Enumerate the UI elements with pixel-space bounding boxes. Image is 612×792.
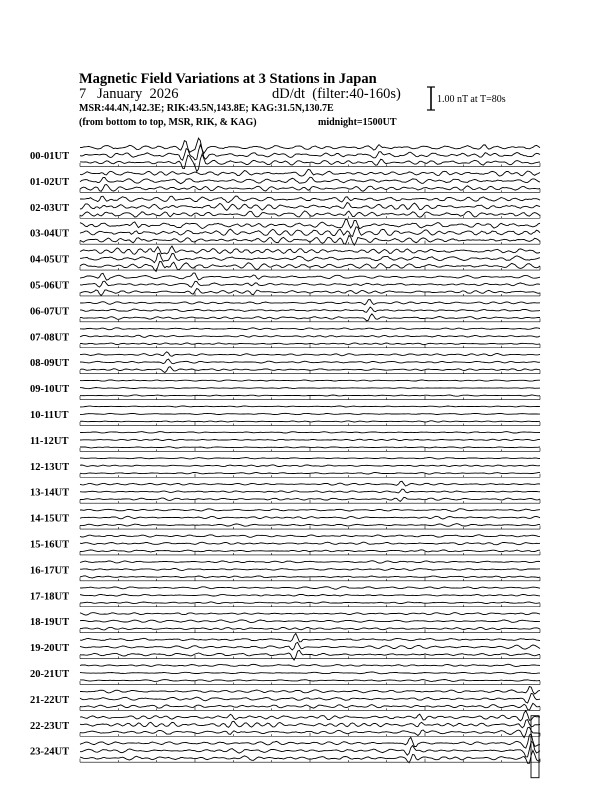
hour-label: 02-03UT <box>30 202 70 214</box>
trace-MSR <box>80 421 540 422</box>
trace-KAG <box>80 246 540 254</box>
trace-RIK <box>80 253 540 263</box>
hour-label: 13-14UT <box>30 487 70 499</box>
trace-KAG <box>80 613 540 615</box>
hour-label: 21-22UT <box>30 694 70 706</box>
trace-KAG <box>80 664 540 666</box>
hour-label: 20-21UT <box>30 668 70 680</box>
trace-RIK <box>80 359 540 364</box>
trace-RIK <box>80 388 540 389</box>
hour-label: 10-11UT <box>30 409 69 421</box>
hour-row-07-08UT <box>30 328 540 348</box>
trace-KAG <box>80 138 540 153</box>
hour-label: 15-16UT <box>30 539 70 551</box>
trace-RIK <box>80 594 540 596</box>
hour-label: 05-06UT <box>30 280 70 292</box>
hour-row-16-17UT <box>30 561 540 581</box>
hour-label: 04-05UT <box>30 254 70 266</box>
hour-label: 19-20UT <box>30 643 70 655</box>
hour-row-14-15UT <box>30 509 540 529</box>
trace-KAG <box>80 687 540 695</box>
hour-row-03-04UT <box>30 220 540 246</box>
hour-row-02-03UT <box>30 196 540 218</box>
scale-bar <box>427 87 435 110</box>
trace-KAG <box>80 561 540 563</box>
trace-RIK <box>80 413 540 414</box>
trace-RIK <box>80 693 540 703</box>
hour-row-00-01UT <box>30 138 540 171</box>
hour-label: 01-02UT <box>30 176 70 188</box>
hour-label: 08-09UT <box>30 358 70 370</box>
hour-row-17-18UT <box>30 587 540 607</box>
trace-KAG <box>80 634 540 642</box>
hour-label: 00-01UT <box>30 150 70 162</box>
chart-title: Magnetic Field Variations at 3 Stations in Japan <box>79 71 377 87</box>
trace-MSR <box>80 447 540 448</box>
trace-KAG <box>80 481 540 486</box>
hourly-rows <box>30 138 540 778</box>
trace-KAG <box>80 509 540 512</box>
trace-KAG <box>80 328 540 330</box>
trace-RIK <box>80 672 540 674</box>
hour-row-13-14UT <box>30 481 540 503</box>
trace-RIK <box>80 720 540 728</box>
hour-label: 07-08UT <box>30 332 70 344</box>
station-coordinates: MSR:44.4N,142.3E; RIK:43.5N,143.8E; KAG:31.5N,130.7E <box>79 103 334 114</box>
trace-MSR <box>80 154 540 171</box>
trace-KAG <box>80 380 540 381</box>
hour-row-15-16UT <box>30 535 540 555</box>
trace-RIK <box>80 542 540 545</box>
hour-label: 22-23UT <box>30 720 70 732</box>
trace-KAG <box>80 432 540 433</box>
date-month: January <box>97 86 143 102</box>
hour-row-01-02UT <box>30 169 540 192</box>
hour-row-20-21UT <box>30 664 540 684</box>
hour-row-08-09UT <box>30 352 540 374</box>
station-order: (from bottom to top, MSR, RIK, & KAG) <box>79 117 257 128</box>
trace-RIK <box>80 177 540 184</box>
trace-RIK <box>80 465 540 467</box>
hour-label: 23-24UT <box>30 746 70 758</box>
hour-row-09-10UT <box>30 380 540 400</box>
trace-RIK <box>80 516 540 519</box>
trace-KAG <box>80 458 540 459</box>
trace-KAG <box>80 196 540 203</box>
hour-label: 16-17UT <box>30 565 70 577</box>
trace-MSR <box>80 550 540 552</box>
trace-RIK <box>80 439 540 440</box>
hour-row-19-20UT <box>30 634 540 661</box>
hour-label: 12-13UT <box>30 461 70 473</box>
trace-KAG <box>80 220 540 229</box>
trace-KAG <box>80 406 540 407</box>
trace-MSR <box>80 395 540 396</box>
hour-row-06-07UT <box>30 300 540 322</box>
hour-label: 06-07UT <box>30 306 70 318</box>
trace-KAG <box>80 587 540 590</box>
trace-RIK <box>80 307 540 312</box>
hour-label: 18-19UT <box>30 617 70 629</box>
trace-KAG <box>80 300 540 305</box>
hour-row-21-22UT <box>30 687 540 711</box>
trace-RIK <box>80 227 540 237</box>
hour-row-04-05UT <box>30 246 540 271</box>
trace-RIK <box>80 620 540 623</box>
trace-KAG <box>80 711 540 721</box>
hour-row-11-12UT <box>30 432 540 452</box>
trace-RIK <box>80 642 540 650</box>
hour-row-18-19UT <box>30 613 540 633</box>
hour-row-05-06UT <box>30 273 540 296</box>
hour-row-22-23UT <box>30 711 540 738</box>
trace-KAG <box>80 273 540 280</box>
midnight-note: midnight=1500UT <box>318 117 397 128</box>
hour-label: 03-04UT <box>30 228 70 240</box>
hour-row-10-11UT <box>30 406 540 426</box>
date-year: 2026 <box>149 86 179 102</box>
date-day: 7 <box>79 86 87 102</box>
trace-RIK <box>80 569 540 571</box>
trace-KAG <box>80 169 540 176</box>
trace-KAG <box>80 352 540 357</box>
trace-RIK <box>80 335 540 337</box>
hour-label: 17-18UT <box>30 591 70 603</box>
hour-label: 09-10UT <box>30 384 70 396</box>
trace-RIK <box>80 281 540 287</box>
quantity-label: dD/dt <box>272 86 306 102</box>
scale-label: 1.00 nT at T=80s <box>437 94 506 105</box>
hour-label: 11-12UT <box>30 435 69 447</box>
filter-label: (filter:40-160s) <box>312 86 401 102</box>
trace-RIK <box>80 203 540 211</box>
hour-label: 14-15UT <box>30 513 70 525</box>
trace-RIK <box>80 489 540 493</box>
hour-row-23-24UT <box>30 734 540 764</box>
trace-KAG <box>80 535 540 538</box>
hour-row-12-13UT <box>30 458 540 478</box>
